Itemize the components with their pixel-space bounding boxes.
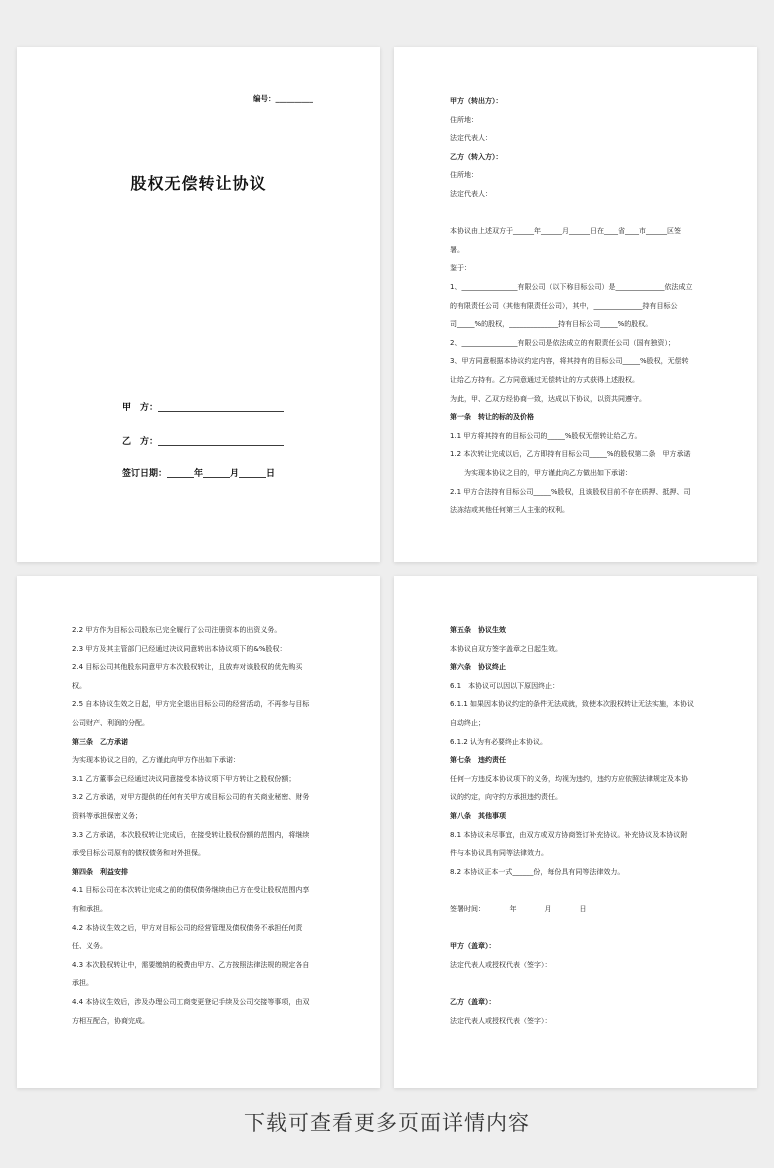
text-line: 本协议自双方签字盖章之日起生效。 (450, 644, 562, 653)
document-page-cover (17, 47, 380, 562)
text-line: 任何一方违反本协议项下的义务，均视为违约，违约方应依照法律规定及本协 (450, 774, 688, 783)
party-b-line: 乙 方：____________________________ (122, 437, 285, 447)
text-line: 司_____%的股权，______________持有目标公司_____%的股权。 (450, 320, 653, 329)
text-line: 自动终止； (450, 719, 485, 727)
section-heading: 乙方（转入方）： (450, 152, 503, 161)
text-line: 4.1 目标公司在本次转让完成之前的债权债务继续由已方在受让股权范围内享 (72, 886, 310, 895)
text-line: 议的约定，向守约方承担违约责任。 (450, 793, 562, 802)
text-line: 署。 (450, 245, 464, 254)
text-line: 方相互配合，协商完成。 (72, 1016, 149, 1025)
text-line: 1.1 甲方将其持有的目标公司的_____%股权无偿转让给乙方。 (450, 431, 642, 440)
text-line: 鉴于： (450, 264, 471, 273)
section-heading: 第六条 协议终止 (450, 663, 506, 672)
section-heading: 第五条 协议生效 (450, 626, 506, 634)
text-line: 2.5 自本协议生效之日起，甲方完全退出目标公司的经营活动，不再参与目标 (72, 700, 310, 709)
text-line: 4.2 本协议生效之后，甲方对目标公司的经营管理及债权债务不承担任何责 (72, 923, 303, 932)
text-line: 住所地： (450, 171, 478, 180)
text-line: 权。 (72, 681, 86, 690)
section-heading: 第三条 乙方承诺 (72, 737, 128, 746)
text-line: 2.4 目标公司其他股东同意甲方本次股权转让，且放弃对该股权的优先购买 (72, 663, 303, 672)
text-line: 为实现本协议之目的，甲方谨此向乙方做出如下承诺： (450, 469, 632, 477)
text-line: 的有限责任公司（其他有限责任公司），其中，______________持有目标公 (450, 301, 678, 310)
text-line: 2、________________有限公司是依法成立的有限责任公司（国有独资）； (450, 338, 675, 347)
text-line: 6.1.2 认为有必要终止本协议。 (450, 737, 548, 746)
text-line: 件与本协议具有同等法律效力。 (450, 849, 548, 858)
section-heading: 甲方（转出方）： (450, 97, 503, 105)
text-line: 签署时间： 年 月 日 (450, 905, 587, 913)
text-line: 承受目标公司原有的债权债务和对外担保。 (72, 849, 205, 858)
text-line: 2.2 甲方作为目标公司股东已完全履行了公司注册资本的出资义务。 (72, 626, 282, 634)
text-line: 3.1 乙方董事会已经通过决议同意接受本协议项下甲方转让之股权份额； (72, 774, 296, 783)
text-line: 让给乙方持有。乙方同意通过无偿转让的方式获得上述股权。 (450, 376, 639, 384)
text-line: 法定代表人： (450, 190, 492, 198)
text-line: 2.1 甲方合法持有目标公司_____%股权，且该股权目前不存在质押、抵押、司 (450, 487, 691, 496)
text-line: 3、甲方同意根据本协议约定内容，将其持有的目标公司_____%股权，无偿转 (450, 357, 689, 366)
text-line: 6.1 本协议可以因以下原因终止： (450, 681, 560, 690)
text-line: 本协议由上述双方于______年______月______日在____省____市______区签 (450, 227, 681, 236)
text-line: 6.1.1 如果因本协议约定的条件无法成就，致使本次股权转让无法实施，本协议 (450, 700, 695, 709)
document-number: 编号：__________ (253, 94, 313, 103)
text-line: 承担。 (72, 979, 93, 988)
text-line: 法冻结或其他任何第三人主张的权利。 (450, 506, 569, 515)
section-heading: 第四条 利益安排 (72, 867, 128, 876)
document-page-4 (394, 576, 757, 1088)
text-line: 4.3 本次股权转让中，需要缴纳的税费由甲方、乙方按照法律法规的规定各自 (72, 960, 310, 969)
sign-date-line: 签订日期：______年______月______日 (122, 469, 276, 479)
text-line: 住所地： (450, 115, 478, 124)
text-line: 1.2 本次转让完成以后，乙方即持有目标公司_____%的股权第二条 甲方承诺 (450, 450, 691, 459)
document-page-3 (17, 576, 380, 1088)
text-line: 8.1 本协议未尽事宜，由双方或双方协商签订补充协议。补充协议及本协议附 (450, 830, 688, 839)
document-page-2 (394, 47, 757, 562)
text-line: 4.4 本协议生效后，涉及办理公司工商变更登记手续及公司交接等事项，由双 (72, 998, 310, 1006)
text-line: 为实现本协议之目的，乙方谨此向甲方作出如下承诺： (72, 756, 240, 765)
text-line: 法定代表人或授权代表（签字）： (450, 1016, 552, 1025)
text-line: 法定代表人或授权代表（签字）： (450, 960, 552, 969)
text-line: 8.2 本协议正本一式______份，每份具有同等法律效力。 (450, 867, 625, 876)
text-line: 为此，甲、乙双方经协商一致，达成以下协议，以资共同遵守。 (450, 394, 646, 403)
party-a-line: 甲 方：____________________________ (122, 403, 285, 413)
section-heading: 第八条 其他事项 (450, 812, 506, 820)
text-line: 3.3 乙方承诺，本次股权转让完成后，在接受转让股权份额的范围内，将继续 (72, 830, 310, 839)
section-heading: 第七条 违约责任 (450, 756, 506, 765)
text-line: 1、________________有限公司（以下称目标公司）是______________依法成立 (450, 283, 693, 291)
section-heading: 甲方（盖章）： (450, 942, 496, 951)
section-heading: 乙方（盖章）： (450, 998, 496, 1006)
text-line: 公司财产、利润的分配。 (72, 719, 149, 727)
text-line: 2.3 甲方及其主管部门已经通过决议同意转出本协议项下的&%股权： (72, 644, 287, 653)
page-title: 股权无偿转让协议 (130, 174, 267, 193)
text-line: 任、义务。 (72, 942, 107, 951)
section-heading: 第一条 转让的标的及价格 (450, 413, 534, 422)
text-line: 3.2 乙方承诺，对甲方提供的任何有关甲方或目标公司的有关商业秘密、财务 (72, 793, 310, 802)
text-line: 有和承担。 (72, 905, 107, 913)
download-more-link[interactable]: 下载可查看更多页面详情内容 (244, 1111, 530, 1135)
text-line: 资料等承担保密义务； (72, 812, 142, 820)
text-line: 法定代表人： (450, 134, 492, 143)
